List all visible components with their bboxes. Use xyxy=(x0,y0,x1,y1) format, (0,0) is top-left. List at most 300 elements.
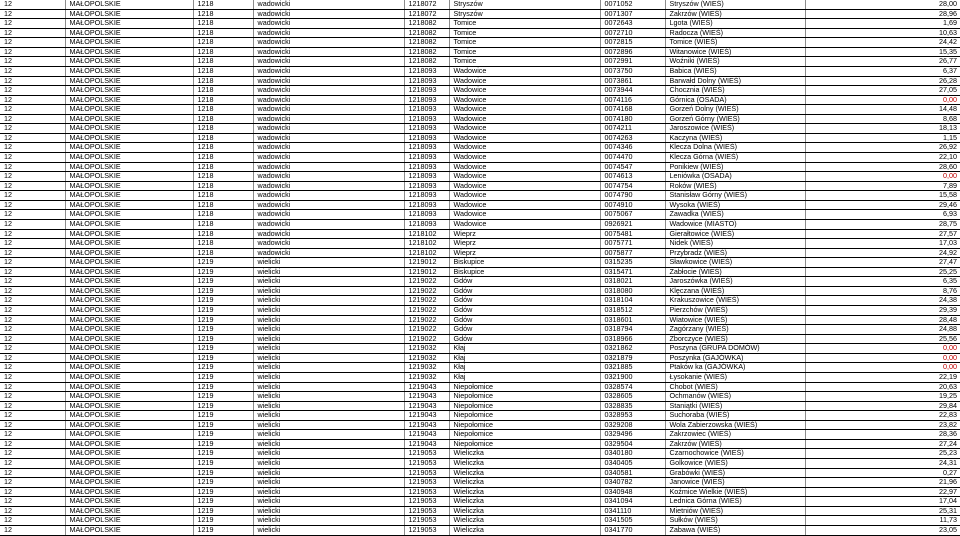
cell-pow_kod: 1219 xyxy=(193,497,253,507)
cell-powiat: wielicki xyxy=(253,334,404,344)
cell-gm_kod: 1218102 xyxy=(404,239,449,249)
cell-wartosc: 24,92 xyxy=(805,248,960,258)
table-row xyxy=(0,114,960,124)
cell-simc: 0318601 xyxy=(600,315,665,325)
table-row xyxy=(0,516,960,526)
cell-wojewodztwo: MAŁOPOLSKIE xyxy=(65,306,193,316)
cell-woj: 12 xyxy=(0,248,65,258)
cell-woj: 12 xyxy=(0,210,65,220)
cell-woj: 12 xyxy=(0,95,65,105)
cell-woj: 12 xyxy=(0,86,65,96)
cell-woj: 12 xyxy=(0,353,65,363)
cell-gmina: Wadowice xyxy=(449,172,600,182)
cell-miejscowosc: Babica (WIEŚ) xyxy=(665,66,805,76)
cell-woj: 12 xyxy=(0,334,65,344)
table-row xyxy=(0,267,960,277)
cell-wartosc: 21,96 xyxy=(805,478,960,488)
cell-simc: 0328835 xyxy=(600,401,665,411)
cell-wartosc: 28,75 xyxy=(805,219,960,229)
cell-miejscowosc: Zakrzów (WIEŚ) xyxy=(665,9,805,19)
cell-gm_kod: 1218093 xyxy=(404,143,449,153)
cell-gm_kod: 1218082 xyxy=(404,19,449,29)
cell-woj: 12 xyxy=(0,124,65,134)
cell-pow_kod: 1219 xyxy=(193,401,253,411)
cell-gmina: Gdów xyxy=(449,296,600,306)
table-row xyxy=(0,162,960,172)
cell-simc: 0073944 xyxy=(600,86,665,96)
cell-pow_kod: 1218 xyxy=(193,153,253,163)
cell-woj: 12 xyxy=(0,430,65,440)
cell-miejscowosc: Koźmice Wielkie (WIEŚ) xyxy=(665,487,805,497)
cell-gm_kod: 1218093 xyxy=(404,153,449,163)
cell-pow_kod: 1218 xyxy=(193,9,253,19)
cell-wartosc: 22,97 xyxy=(805,487,960,497)
cell-wojewodztwo: MAŁOPOLSKIE xyxy=(65,200,193,210)
cell-pow_kod: 1218 xyxy=(193,133,253,143)
cell-wojewodztwo: MAŁOPOLSKIE xyxy=(65,38,193,48)
cell-woj: 12 xyxy=(0,478,65,488)
table-row xyxy=(0,487,960,497)
cell-miejscowosc: Zborczyce (WIEŚ) xyxy=(665,334,805,344)
cell-wojewodztwo: MAŁOPOLSKIE xyxy=(65,487,193,497)
cell-miejscowosc: Klecza Dolna (WIEŚ) xyxy=(665,143,805,153)
cell-wojewodztwo: MAŁOPOLSKIE xyxy=(65,411,193,421)
cell-wojewodztwo: MAŁOPOLSKIE xyxy=(65,229,193,239)
table-row xyxy=(0,430,960,440)
cell-gm_kod: 1219053 xyxy=(404,468,449,478)
cell-wojewodztwo: MAŁOPOLSKIE xyxy=(65,162,193,172)
cell-wojewodztwo: MAŁOPOLSKIE xyxy=(65,133,193,143)
cell-pow_kod: 1219 xyxy=(193,296,253,306)
table-row xyxy=(0,38,960,48)
cell-gm_kod: 1219043 xyxy=(404,420,449,430)
cell-miejscowosc: Poszynka (GAJÓWKA) xyxy=(665,353,805,363)
cell-wartosc: 18,13 xyxy=(805,124,960,134)
cell-miejscowosc: Stryszów (WIEŚ) xyxy=(665,0,805,9)
cell-powiat: wielicki xyxy=(253,487,404,497)
cell-wartosc: 0,00 xyxy=(805,353,960,363)
cell-pow_kod: 1218 xyxy=(193,19,253,29)
cell-miejscowosc: Czarnochowice (WIEŚ) xyxy=(665,449,805,459)
cell-miejscowosc: Jaroszowice (WIEŚ) xyxy=(665,124,805,134)
cell-gm_kod: 1219043 xyxy=(404,392,449,402)
cell-wartosc: 28,36 xyxy=(805,430,960,440)
cell-pow_kod: 1219 xyxy=(193,286,253,296)
cell-woj: 12 xyxy=(0,267,65,277)
cell-simc: 0071307 xyxy=(600,9,665,19)
cell-powiat: wielicki xyxy=(253,430,404,440)
cell-powiat: wielicki xyxy=(253,411,404,421)
cell-pow_kod: 1218 xyxy=(193,0,253,9)
cell-gmina: Kłaj xyxy=(449,344,600,354)
cell-wojewodztwo: MAŁOPOLSKIE xyxy=(65,181,193,191)
cell-powiat: wielicki xyxy=(253,363,404,373)
cell-powiat: wadowicki xyxy=(253,105,404,115)
cell-miejscowosc: Ponikiew (WIEŚ) xyxy=(665,162,805,172)
cell-powiat: wielicki xyxy=(253,315,404,325)
cell-wartosc: 17,04 xyxy=(805,497,960,507)
cell-gm_kod: 1219053 xyxy=(404,506,449,516)
cell-gmina: Wieliczka xyxy=(449,516,600,526)
table-row xyxy=(0,19,960,29)
cell-wojewodztwo: MAŁOPOLSKIE xyxy=(65,114,193,124)
cell-gmina: Niepołomice xyxy=(449,439,600,449)
cell-wartosc: 23,05 xyxy=(805,525,960,535)
table-row xyxy=(0,392,960,402)
cell-pow_kod: 1218 xyxy=(193,162,253,172)
cell-miejscowosc: Łysokanie (WIEŚ) xyxy=(665,372,805,382)
cell-woj: 12 xyxy=(0,229,65,239)
cell-gm_kod: 1219022 xyxy=(404,286,449,296)
cell-pow_kod: 1219 xyxy=(193,439,253,449)
cell-simc: 0072815 xyxy=(600,38,665,48)
cell-woj: 12 xyxy=(0,200,65,210)
table-row xyxy=(0,210,960,220)
table-row xyxy=(0,315,960,325)
cell-simc: 0318080 xyxy=(600,286,665,296)
cell-powiat: wadowicki xyxy=(253,191,404,201)
cell-pow_kod: 1219 xyxy=(193,277,253,287)
cell-woj: 12 xyxy=(0,392,65,402)
cell-wojewodztwo: MAŁOPOLSKIE xyxy=(65,258,193,268)
cell-miejscowosc: Zawadka (WIEŚ) xyxy=(665,210,805,220)
cell-simc: 0074263 xyxy=(600,133,665,143)
cell-miejscowosc: Mietniów (WIEŚ) xyxy=(665,506,805,516)
cell-simc: 0315471 xyxy=(600,267,665,277)
table-row xyxy=(0,143,960,153)
cell-powiat: wadowicki xyxy=(253,38,404,48)
cell-wojewodztwo: MAŁOPOLSKIE xyxy=(65,315,193,325)
cell-powiat: wielicki xyxy=(253,353,404,363)
cell-woj: 12 xyxy=(0,459,65,469)
cell-simc: 0074470 xyxy=(600,153,665,163)
cell-wartosc: 22,10 xyxy=(805,153,960,163)
cell-simc: 0318021 xyxy=(600,277,665,287)
cell-wartosc: 25,56 xyxy=(805,334,960,344)
table-row xyxy=(0,219,960,229)
cell-woj: 12 xyxy=(0,487,65,497)
cell-gmina: Wieliczka xyxy=(449,487,600,497)
cell-woj: 12 xyxy=(0,19,65,29)
cell-pow_kod: 1218 xyxy=(193,191,253,201)
cell-wartosc: 6,35 xyxy=(805,277,960,287)
cell-gmina: Wadowice xyxy=(449,95,600,105)
cell-gm_kod: 1219032 xyxy=(404,344,449,354)
cell-wartosc: 0,00 xyxy=(805,344,960,354)
cell-gmina: Kłaj xyxy=(449,353,600,363)
cell-gm_kod: 1219022 xyxy=(404,334,449,344)
cell-pow_kod: 1219 xyxy=(193,306,253,316)
cell-gmina: Biskupice xyxy=(449,258,600,268)
cell-gmina: Wadowice xyxy=(449,105,600,115)
cell-simc: 0075067 xyxy=(600,210,665,220)
cell-gm_kod: 1218093 xyxy=(404,191,449,201)
table-row xyxy=(0,248,960,258)
cell-wartosc: 11,73 xyxy=(805,516,960,526)
cell-gmina: Wadowice xyxy=(449,191,600,201)
cell-simc: 0072710 xyxy=(600,28,665,38)
cell-wartosc: 28,48 xyxy=(805,315,960,325)
cell-miejscowosc: Woźniki (WIEŚ) xyxy=(665,57,805,67)
cell-miejscowosc: Grabówki (WIEŚ) xyxy=(665,468,805,478)
cell-pow_kod: 1218 xyxy=(193,124,253,134)
cell-powiat: wielicki xyxy=(253,258,404,268)
cell-gm_kod: 1218093 xyxy=(404,210,449,220)
cell-wojewodztwo: MAŁOPOLSKIE xyxy=(65,363,193,373)
table-row xyxy=(0,449,960,459)
cell-gm_kod: 1218093 xyxy=(404,219,449,229)
cell-miejscowosc: Nidek (WIEŚ) xyxy=(665,239,805,249)
cell-wartosc: 8,68 xyxy=(805,114,960,124)
cell-powiat: wielicki xyxy=(253,468,404,478)
cell-woj: 12 xyxy=(0,57,65,67)
cell-miejscowosc: Tomice (WIEŚ) xyxy=(665,38,805,48)
cell-simc: 0074910 xyxy=(600,200,665,210)
cell-gmina: Wieliczka xyxy=(449,525,600,535)
cell-gmina: Wadowice xyxy=(449,124,600,134)
cell-woj: 12 xyxy=(0,239,65,249)
cell-wartosc: 22,83 xyxy=(805,411,960,421)
cell-wojewodztwo: MAŁOPOLSKIE xyxy=(65,153,193,163)
cell-wojewodztwo: MAŁOPOLSKIE xyxy=(65,296,193,306)
cell-powiat: wadowicki xyxy=(253,95,404,105)
cell-gmina: Gdów xyxy=(449,306,600,316)
cell-gm_kod: 1218093 xyxy=(404,162,449,172)
table-row xyxy=(0,105,960,115)
cell-powiat: wadowicki xyxy=(253,66,404,76)
cell-gmina: Wieliczka xyxy=(449,468,600,478)
cell-wartosc: 10,63 xyxy=(805,28,960,38)
table-row xyxy=(0,181,960,191)
cell-miejscowosc: Golkowice (WIEŚ) xyxy=(665,459,805,469)
cell-simc: 0074180 xyxy=(600,114,665,124)
cell-simc: 0075877 xyxy=(600,248,665,258)
cell-wojewodztwo: MAŁOPOLSKIE xyxy=(65,9,193,19)
cell-simc: 0072643 xyxy=(600,19,665,29)
cell-simc: 0074790 xyxy=(600,191,665,201)
cell-powiat: wadowicki xyxy=(253,0,404,9)
cell-gm_kod: 1219053 xyxy=(404,497,449,507)
cell-powiat: wielicki xyxy=(253,382,404,392)
table-row xyxy=(0,153,960,163)
cell-powiat: wielicki xyxy=(253,286,404,296)
cell-powiat: wielicki xyxy=(253,525,404,535)
cell-miejscowosc: Kaczyna (WIEŚ) xyxy=(665,133,805,143)
cell-wojewodztwo: MAŁOPOLSKIE xyxy=(65,439,193,449)
cell-wartosc: 27,57 xyxy=(805,229,960,239)
cell-wartosc: 29,39 xyxy=(805,306,960,316)
table-row xyxy=(0,258,960,268)
cell-wojewodztwo: MAŁOPOLSKIE xyxy=(65,277,193,287)
cell-simc: 0074211 xyxy=(600,124,665,134)
cell-gmina: Wieprz xyxy=(449,229,600,239)
cell-simc: 0075481 xyxy=(600,229,665,239)
cell-wartosc: 29,46 xyxy=(805,200,960,210)
cell-woj: 12 xyxy=(0,468,65,478)
cell-wartosc: 27,05 xyxy=(805,86,960,96)
cell-gmina: Wadowice xyxy=(449,66,600,76)
cell-gm_kod: 1219043 xyxy=(404,411,449,421)
table-row xyxy=(0,420,960,430)
cell-powiat: wadowicki xyxy=(253,143,404,153)
cell-powiat: wadowicki xyxy=(253,19,404,29)
cell-miejscowosc: Gierałtowice (WIEŚ) xyxy=(665,229,805,239)
cell-powiat: wielicki xyxy=(253,392,404,402)
cell-pow_kod: 1219 xyxy=(193,487,253,497)
cell-wojewodztwo: MAŁOPOLSKIE xyxy=(65,392,193,402)
cell-simc: 0341110 xyxy=(600,506,665,516)
cell-wojewodztwo: MAŁOPOLSKIE xyxy=(65,267,193,277)
cell-miejscowosc: Wiatowice (WIEŚ) xyxy=(665,315,805,325)
cell-wartosc: 26,77 xyxy=(805,57,960,67)
cell-gm_kod: 1219053 xyxy=(404,449,449,459)
cell-simc: 0329504 xyxy=(600,439,665,449)
table-row xyxy=(0,459,960,469)
cell-miejscowosc: Zakrzów (WIEŚ) xyxy=(665,439,805,449)
cell-miejscowosc: Wola Zabierzowska (WIEŚ) xyxy=(665,420,805,430)
cell-simc: 0318104 xyxy=(600,296,665,306)
cell-wartosc: 0,00 xyxy=(805,95,960,105)
cell-woj: 12 xyxy=(0,411,65,421)
cell-simc: 0072896 xyxy=(600,47,665,57)
cell-simc: 0074346 xyxy=(600,143,665,153)
cell-miejscowosc: Lgota (WIEŚ) xyxy=(665,19,805,29)
cell-simc: 0340405 xyxy=(600,459,665,469)
cell-woj: 12 xyxy=(0,28,65,38)
cell-wojewodztwo: MAŁOPOLSKIE xyxy=(65,420,193,430)
cell-pow_kod: 1218 xyxy=(193,47,253,57)
cell-gmina: Wadowice xyxy=(449,181,600,191)
cell-woj: 12 xyxy=(0,286,65,296)
cell-gm_kod: 1219043 xyxy=(404,439,449,449)
cell-miejscowosc: Sułków (WIEŚ) xyxy=(665,516,805,526)
cell-gmina: Tomice xyxy=(449,19,600,29)
cell-wartosc: 25,23 xyxy=(805,449,960,459)
cell-pow_kod: 1218 xyxy=(193,219,253,229)
cell-simc: 0072991 xyxy=(600,57,665,67)
cell-powiat: wadowicki xyxy=(253,124,404,134)
cell-powiat: wielicki xyxy=(253,506,404,516)
cell-gm_kod: 1219022 xyxy=(404,296,449,306)
cell-gmina: Gdów xyxy=(449,286,600,296)
cell-pow_kod: 1218 xyxy=(193,76,253,86)
cell-wojewodztwo: MAŁOPOLSKIE xyxy=(65,516,193,526)
cell-simc: 0318794 xyxy=(600,325,665,335)
cell-miejscowosc: Chobot (WIEŚ) xyxy=(665,382,805,392)
cell-wojewodztwo: MAŁOPOLSKIE xyxy=(65,430,193,440)
cell-gmina: Kłaj xyxy=(449,363,600,373)
cell-miejscowosc: Gorzeń Górny (WIEŚ) xyxy=(665,114,805,124)
cell-powiat: wadowicki xyxy=(253,248,404,258)
table-row xyxy=(0,95,960,105)
cell-wartosc: 17,03 xyxy=(805,239,960,249)
cell-wartosc: 1,15 xyxy=(805,133,960,143)
cell-gmina: Niepołomice xyxy=(449,411,600,421)
cell-wartosc: 0,00 xyxy=(805,363,960,373)
cell-wojewodztwo: MAŁOPOLSKIE xyxy=(65,401,193,411)
cell-wartosc: 27,24 xyxy=(805,439,960,449)
cell-woj: 12 xyxy=(0,497,65,507)
cell-woj: 12 xyxy=(0,181,65,191)
cell-woj: 12 xyxy=(0,344,65,354)
table-row xyxy=(0,353,960,363)
cell-miejscowosc: Klecza Górna (WIEŚ) xyxy=(665,153,805,163)
table-row xyxy=(0,57,960,67)
cell-gmina: Kłaj xyxy=(449,372,600,382)
table-row xyxy=(0,525,960,535)
cell-powiat: wadowicki xyxy=(253,229,404,239)
cell-powiat: wadowicki xyxy=(253,219,404,229)
cell-gmina: Wadowice xyxy=(449,210,600,220)
cell-gmina: Gdów xyxy=(449,334,600,344)
cell-gm_kod: 1219012 xyxy=(404,258,449,268)
cell-pow_kod: 1218 xyxy=(193,239,253,249)
cell-pow_kod: 1218 xyxy=(193,114,253,124)
cell-gm_kod: 1219053 xyxy=(404,516,449,526)
cell-wojewodztwo: MAŁOPOLSKIE xyxy=(65,525,193,535)
cell-powiat: wadowicki xyxy=(253,162,404,172)
cell-woj: 12 xyxy=(0,172,65,182)
cell-wojewodztwo: MAŁOPOLSKIE xyxy=(65,325,193,335)
table-row xyxy=(0,9,960,19)
cell-pow_kod: 1218 xyxy=(193,95,253,105)
cell-wojewodztwo: MAŁOPOLSKIE xyxy=(65,76,193,86)
cell-powiat: wielicki xyxy=(253,478,404,488)
cell-woj: 12 xyxy=(0,0,65,9)
cell-wojewodztwo: MAŁOPOLSKIE xyxy=(65,506,193,516)
cell-gm_kod: 1218082 xyxy=(404,28,449,38)
cell-gmina: Tomice xyxy=(449,47,600,57)
cell-gm_kod: 1218072 xyxy=(404,0,449,9)
cell-powiat: wielicki xyxy=(253,296,404,306)
cell-powiat: wadowicki xyxy=(253,28,404,38)
cell-woj: 12 xyxy=(0,401,65,411)
cell-wartosc: 0,27 xyxy=(805,468,960,478)
cell-woj: 12 xyxy=(0,47,65,57)
cell-gmina: Wieprz xyxy=(449,248,600,258)
cell-miejscowosc: Lednica Górna (WIEŚ) xyxy=(665,497,805,507)
cell-woj: 12 xyxy=(0,363,65,373)
cell-gmina: Wieprz xyxy=(449,239,600,249)
cell-powiat: wielicki xyxy=(253,306,404,316)
cell-pow_kod: 1219 xyxy=(193,267,253,277)
cell-wartosc: 25,31 xyxy=(805,506,960,516)
cell-wojewodztwo: MAŁOPOLSKIE xyxy=(65,468,193,478)
cell-miejscowosc: Ptaków ka (GAJÓWKA) xyxy=(665,363,805,373)
cell-wartosc: 24,88 xyxy=(805,325,960,335)
cell-miejscowosc: Witanowice (WIEŚ) xyxy=(665,47,805,57)
cell-miejscowosc: Górnica (OSADA) xyxy=(665,95,805,105)
cell-wojewodztwo: MAŁOPOLSKIE xyxy=(65,172,193,182)
cell-pow_kod: 1219 xyxy=(193,353,253,363)
cell-gmina: Gdów xyxy=(449,277,600,287)
cell-gmina: Wieliczka xyxy=(449,459,600,469)
cell-miejscowosc: Ochmanów (WIEŚ) xyxy=(665,392,805,402)
cell-pow_kod: 1218 xyxy=(193,66,253,76)
cell-wartosc: 24,42 xyxy=(805,38,960,48)
cell-wojewodztwo: MAŁOPOLSKIE xyxy=(65,57,193,67)
cell-powiat: wielicki xyxy=(253,497,404,507)
cell-gmina: Tomice xyxy=(449,28,600,38)
cell-wojewodztwo: MAŁOPOLSKIE xyxy=(65,449,193,459)
cell-woj: 12 xyxy=(0,9,65,19)
cell-powiat: wielicki xyxy=(253,372,404,382)
cell-powiat: wadowicki xyxy=(253,114,404,124)
cell-simc: 0075771 xyxy=(600,239,665,249)
cell-pow_kod: 1219 xyxy=(193,459,253,469)
cell-woj: 12 xyxy=(0,191,65,201)
table-row xyxy=(0,506,960,516)
